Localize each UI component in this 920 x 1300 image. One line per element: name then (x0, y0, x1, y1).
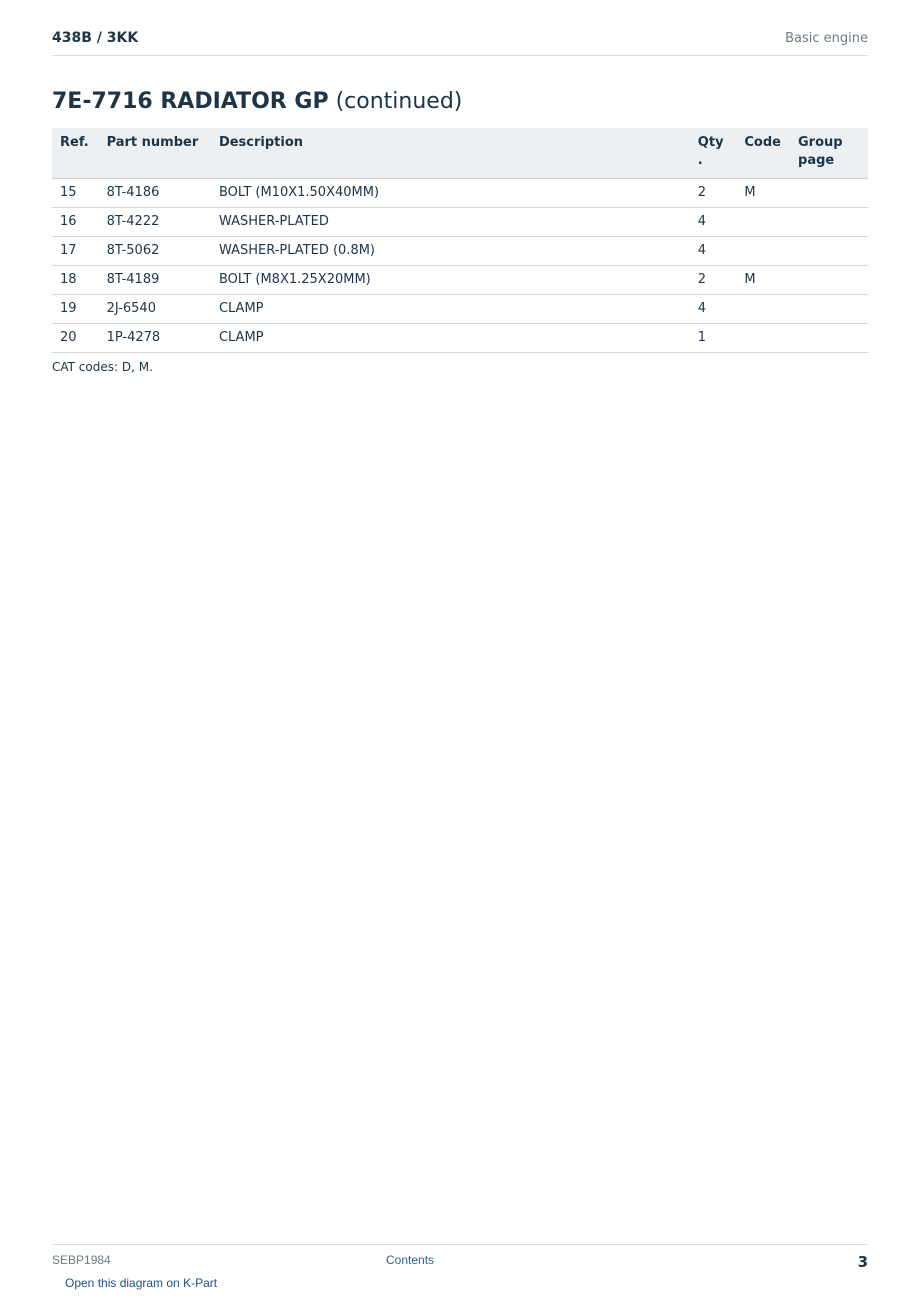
page-footer (52, 1244, 868, 1271)
cell-code: M (736, 266, 790, 295)
cell-description: BOLT (M10X1.50X40MM) (211, 179, 690, 208)
cell-part-number: 8T-4222 (99, 208, 211, 237)
col-header-code: Code (736, 128, 790, 179)
cell-qty: 4 (690, 208, 737, 237)
doc-id: SEBP1984 (52, 1253, 111, 1267)
cell-code (736, 208, 790, 237)
cell-qty: 4 (690, 237, 737, 266)
table-row (52, 208, 868, 237)
cell-part-number: 1P-4278 (99, 324, 211, 353)
cell-code: M (736, 179, 790, 208)
cell-description: CLAMP (211, 324, 690, 353)
col-header-ref: Ref. (52, 128, 99, 179)
col-header-description: Description (211, 128, 690, 179)
cell-ref: 19 (52, 295, 99, 324)
contents-link[interactable]: Contents (386, 1253, 435, 1267)
cell-ref: 16 (52, 208, 99, 237)
title-main: 7E-7716 RADIATOR GP (52, 89, 329, 114)
kpart-diagram-link[interactable]: Open this diagram on K-Part (65, 1276, 218, 1290)
table-row (52, 179, 868, 208)
cell-qty: 2 (690, 266, 737, 295)
cell-qty: 2 (690, 179, 737, 208)
cell-code (736, 324, 790, 353)
col-header-qty (690, 128, 737, 179)
cell-group-page (790, 237, 868, 266)
cell-group-page (790, 179, 868, 208)
col-header-qty-line2: . (697, 153, 703, 168)
col-header-group-page (790, 128, 868, 179)
cell-code (736, 295, 790, 324)
cell-ref: 20 (52, 324, 99, 353)
cell-ref: 15 (52, 179, 99, 208)
col-header-qty-line1: Qty (697, 135, 724, 150)
page-number: 3 (857, 1253, 868, 1271)
cell-code (736, 237, 790, 266)
cell-qty: 1 (690, 324, 737, 353)
col-header-group-line2: page (798, 153, 835, 168)
cell-part-number: 8T-5062 (99, 237, 211, 266)
col-header-group-line1: Group (798, 135, 843, 150)
table-row (52, 295, 868, 324)
cell-group-page (790, 266, 868, 295)
cell-group-page (790, 208, 868, 237)
section-label: Basic engine (785, 31, 868, 46)
cell-description: CLAMP (211, 295, 690, 324)
page-header (52, 28, 868, 56)
cell-ref: 18 (52, 266, 99, 295)
cell-part-number: 2J-6540 (99, 295, 211, 324)
title-suffix: (continued) (335, 89, 463, 114)
table-row (52, 324, 868, 353)
cell-qty: 4 (690, 295, 737, 324)
cell-description: BOLT (M8X1.25X20MM) (211, 266, 690, 295)
parts-table (52, 128, 868, 353)
page-title (52, 89, 462, 114)
cell-part-number: 8T-4186 (99, 179, 211, 208)
table-header-row (52, 128, 868, 179)
cell-group-page (790, 324, 868, 353)
cat-codes-note: CAT codes: D, M. (52, 360, 153, 374)
cell-description: WASHER-PLATED (211, 208, 690, 237)
cell-part-number: 8T-4189 (99, 266, 211, 295)
model-label: 438B / 3KK (52, 30, 139, 46)
col-header-part-number: Part number (99, 128, 211, 179)
table-row (52, 266, 868, 295)
cell-group-page (790, 295, 868, 324)
cell-description: WASHER-PLATED (0.8M) (211, 237, 690, 266)
cell-ref: 17 (52, 237, 99, 266)
table-row (52, 237, 868, 266)
